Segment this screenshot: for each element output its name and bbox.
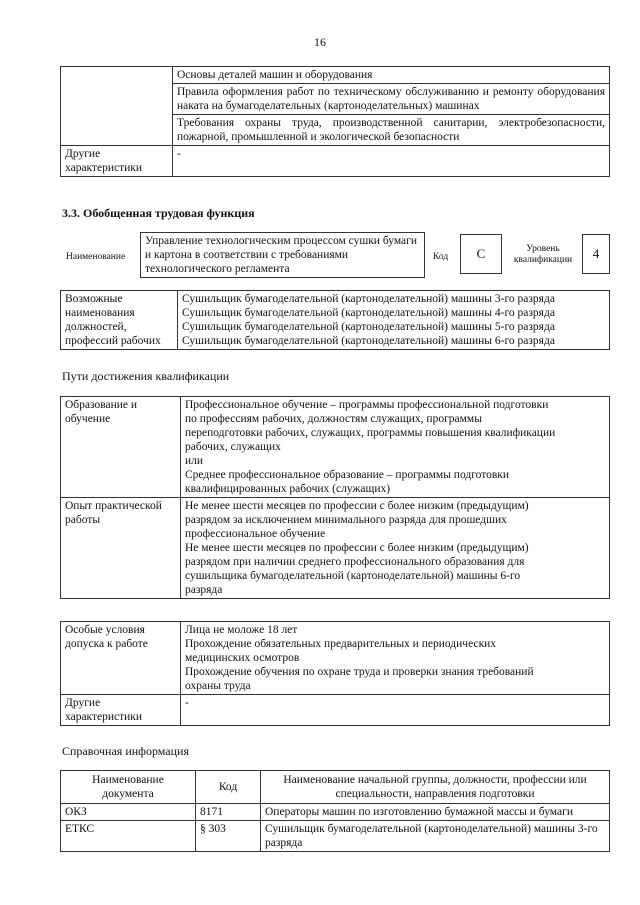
paths-table <box>60 396 610 599</box>
text-line: Не менее шести месяцев по профессии с более низким (предыдущим) <box>185 500 529 512</box>
text-line: профессиональное обучение <box>185 528 326 540</box>
table-row <box>61 695 610 726</box>
text-line: Лица не моложе 18 лет <box>185 624 298 636</box>
list-item: Сушильщик бумагоделательной (картоноделательной) машины 3-го разряда <box>182 293 555 305</box>
cell-document: ОКЗ <box>61 804 196 821</box>
text-line: охраны труда <box>185 680 251 692</box>
conditions-label: Особые условия допуска к работе <box>61 622 181 695</box>
text-line: сушильщика бумагоделательной (картоноделательной) машины 6-го <box>185 570 521 582</box>
cell-code: § 303 <box>196 821 261 852</box>
text-line: разрядом за исключением минимального разряда для прошедших <box>185 514 507 526</box>
table-row <box>61 804 610 821</box>
education-value <box>181 397 610 498</box>
text-line: переподготовки рабочих, служащих, программы повышения квалификации <box>185 427 556 439</box>
text-line: или <box>185 455 204 467</box>
code-label: Код <box>433 252 449 262</box>
table-row <box>61 146 610 177</box>
text-line: медицинских осмотров <box>185 652 300 664</box>
name-label: Наименование <box>66 252 126 262</box>
header-code: Код <box>196 771 261 804</box>
knowledge-item: Правила оформления работ по техническому обслуживанию и ремонту оборудования наката на бумагоделательных (картоноделательных) машинах <box>173 84 610 115</box>
cell-name: Операторы машин по изготовлению бумажной массы и бумаги <box>261 804 610 821</box>
table-row <box>61 291 610 350</box>
text-line: квалифицированных рабочих (служащих) <box>185 483 391 495</box>
list-item: Сушильщик бумагоделательной (картоноделательной) машины 6-го разряда <box>182 335 555 347</box>
level-box <box>582 234 610 274</box>
text-line: рабочих, служащих <box>185 441 281 453</box>
positions-label: Возможные наименования должностей, профессий рабочих <box>61 291 178 350</box>
table-header-row <box>61 771 610 804</box>
reference-title: Справочная информация <box>62 744 189 758</box>
conditions-table <box>60 621 610 726</box>
knowledge-item: Основы деталей машин и оборудования <box>173 67 610 84</box>
other-characteristics-value: - <box>181 695 610 726</box>
experience-label: Опыт практической работы <box>61 498 181 599</box>
table-row <box>61 67 610 84</box>
code-box <box>460 234 502 274</box>
reference-table <box>60 770 610 852</box>
table-row <box>61 115 610 146</box>
positions-list <box>178 291 610 350</box>
other-characteristics-value: - <box>173 146 610 177</box>
text-line: Среднее профессиональное образование – программы подготовки <box>185 469 510 481</box>
header-document: Наименование документа <box>61 771 196 804</box>
page-number: 16 <box>314 35 326 49</box>
function-name-box <box>140 232 425 278</box>
header-name: Наименование начальной группы, должности, профессии или специальности, направления подготовки <box>261 771 610 804</box>
cell-document: ЕТКС <box>61 821 196 852</box>
text-line: Прохождение обучения по охране труда и проверки знания требований <box>185 666 534 678</box>
level-value: 4 <box>592 246 600 261</box>
section-title: 3.3. Обобщенная трудовая функция <box>62 206 255 220</box>
positions-table <box>60 290 610 350</box>
cell-name: Сушильщик бумагоделательной (картоноделательной) машины 3-го разряда <box>261 821 610 852</box>
text-line: Не менее шести месяцев по профессии с более низким (предыдущим) <box>185 542 529 554</box>
text-line: разряда <box>185 584 223 596</box>
text-line: по профессиям рабочих, должностям служащих, программы <box>185 413 482 425</box>
text-line: Профессиональное обучение – программы профессиональной подготовки <box>185 399 549 411</box>
other-characteristics-label: Другие характеристики <box>61 146 173 177</box>
education-label: Образование и обучение <box>61 397 181 498</box>
top-table <box>60 66 610 177</box>
table-row <box>61 821 610 852</box>
table-row <box>61 84 610 115</box>
experience-value <box>181 498 610 599</box>
cell-code: 8171 <box>196 804 261 821</box>
text-line: Прохождение обязательных предварительных и периодических <box>185 638 497 650</box>
list-item: Сушильщик бумагоделательной (картоноделательной) машины 4-го разряда <box>182 307 555 319</box>
code-value: С <box>476 246 486 261</box>
list-item: Сушильщик бумагоделательной (картоноделательной) машины 5-го разряда <box>182 321 555 333</box>
text-line: разрядом при наличии среднего профессионального образования для <box>185 556 525 568</box>
table-row <box>61 622 610 695</box>
table-row <box>61 397 610 498</box>
table-row <box>61 498 610 599</box>
other-characteristics-label: Другие характеристики <box>61 695 181 726</box>
knowledge-item: Требования охраны труда, производственной санитарии, электробезопасности, пожарной, промышленной и экологической безопасности <box>173 115 610 146</box>
paths-title: Пути достижения квалификации <box>62 369 230 383</box>
conditions-value <box>181 622 610 695</box>
level-label: Уровень квалификации <box>513 244 573 265</box>
function-name-value: Управление технологическим процессом сушки бумаги и картона в соответствии с требованиями технологического регламента <box>145 235 418 275</box>
